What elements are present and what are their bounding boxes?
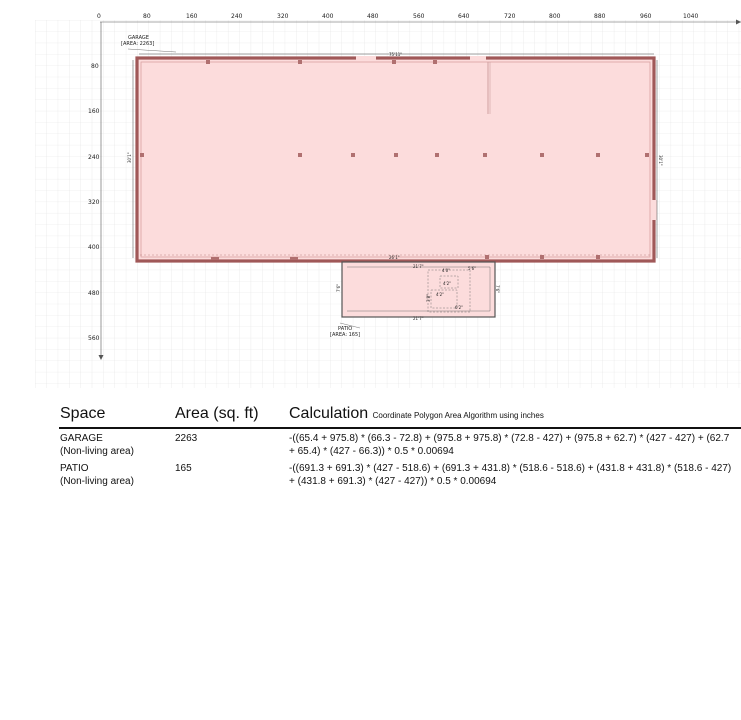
y-tick: 480 [88, 290, 100, 297]
header-divider [59, 427, 741, 429]
dimension-bottom-mid: 26'1" [389, 255, 400, 260]
garage-door-gap [470, 56, 486, 61]
x-tick: 400 [322, 13, 334, 20]
dimension-inner-f: 6'2" [455, 305, 464, 310]
garage-area: [AREA: 2263] [121, 41, 155, 47]
table-row [60, 463, 170, 488]
space-type: (Non-living area) [60, 445, 134, 457]
dimension-right: 30'1" [658, 155, 663, 166]
dimension-inner-e: 3'8" [426, 293, 431, 302]
dimension-patio-right: 7'6" [495, 285, 500, 294]
dimension-left: 30'1" [127, 152, 132, 163]
space-type: (Non-living area) [60, 475, 134, 487]
patio-label: PATIO [338, 326, 353, 332]
dimension-patio-bottom: 21'7" [413, 316, 424, 321]
header-calculation [289, 405, 544, 423]
area-value: 2263 [175, 433, 198, 444]
dimension-top: 75'11" [389, 52, 403, 57]
y-tick: 320 [88, 199, 100, 206]
garage-label: GARAGE [128, 35, 149, 41]
x-tick: 560 [413, 13, 425, 20]
x-tick: 880 [594, 13, 606, 20]
header-calc-label: Calculation [289, 405, 369, 422]
x-axis-ticks [97, 13, 698, 20]
garage-door-gap [356, 56, 376, 61]
space-name: GARAGE [60, 433, 103, 444]
calculation-formula: -((65.4 + 975.8) * (66.3 - 72.8) + (975.8 + 975.8) * (72.8 - 427) + (975.8 + 62.7) * (427 - 427) + (62.7 + 65.4) * (427 - 66.3)) * 0.5 * 0.00694 [289, 433, 730, 457]
dimension-patio-left: 7'6" [336, 283, 341, 292]
y-tick: 240 [88, 154, 100, 161]
dimension-inner-d: 4'2" [436, 292, 445, 297]
area-value: 165 [175, 463, 192, 474]
y-tick: 400 [88, 244, 100, 251]
table-row [60, 433, 170, 458]
y-tick: 160 [88, 108, 100, 115]
dimension-inner-b: 5'6" [468, 266, 477, 271]
x-tick: 960 [640, 13, 652, 20]
x-tick: 640 [458, 13, 470, 20]
dimension-inner-a: 4'0" [442, 268, 451, 273]
x-tick: 240 [231, 13, 243, 20]
x-tick: 0 [97, 13, 101, 20]
garage-room[interactable] [137, 58, 654, 261]
dimension-patio-top: 21'7" [413, 264, 424, 269]
space-name: PATIO [60, 463, 89, 474]
patio-area: [AREA: 165] [330, 332, 361, 338]
y-tick: 560 [88, 335, 100, 342]
y-tick: 80 [91, 63, 99, 70]
garage-door-gap [652, 200, 657, 220]
header-area: Area (sq. ft) [175, 405, 259, 422]
x-tick: 320 [277, 13, 289, 20]
x-tick: 1040 [683, 13, 699, 20]
header-space: Space [60, 405, 106, 422]
x-tick: 80 [143, 13, 151, 20]
calculation-formula: -((691.3 + 691.3) * (427 - 518.6) + (691.3 + 431.8) * (518.6 - 518.6) + (431.8 + 431.8) * (518.6 - 427) + (431.8 + 691.3) * (427 - 427)) * 0.5 * 0.00694 [289, 463, 732, 487]
x-tick: 160 [186, 13, 198, 20]
x-tick: 480 [367, 13, 379, 20]
header-calc-subtitle: Coordinate Polygon Area Algorithm using inches [372, 411, 544, 420]
x-tick: 720 [504, 13, 516, 20]
x-tick: 800 [549, 13, 561, 20]
dimension-inner-c: 4'2" [443, 281, 452, 286]
